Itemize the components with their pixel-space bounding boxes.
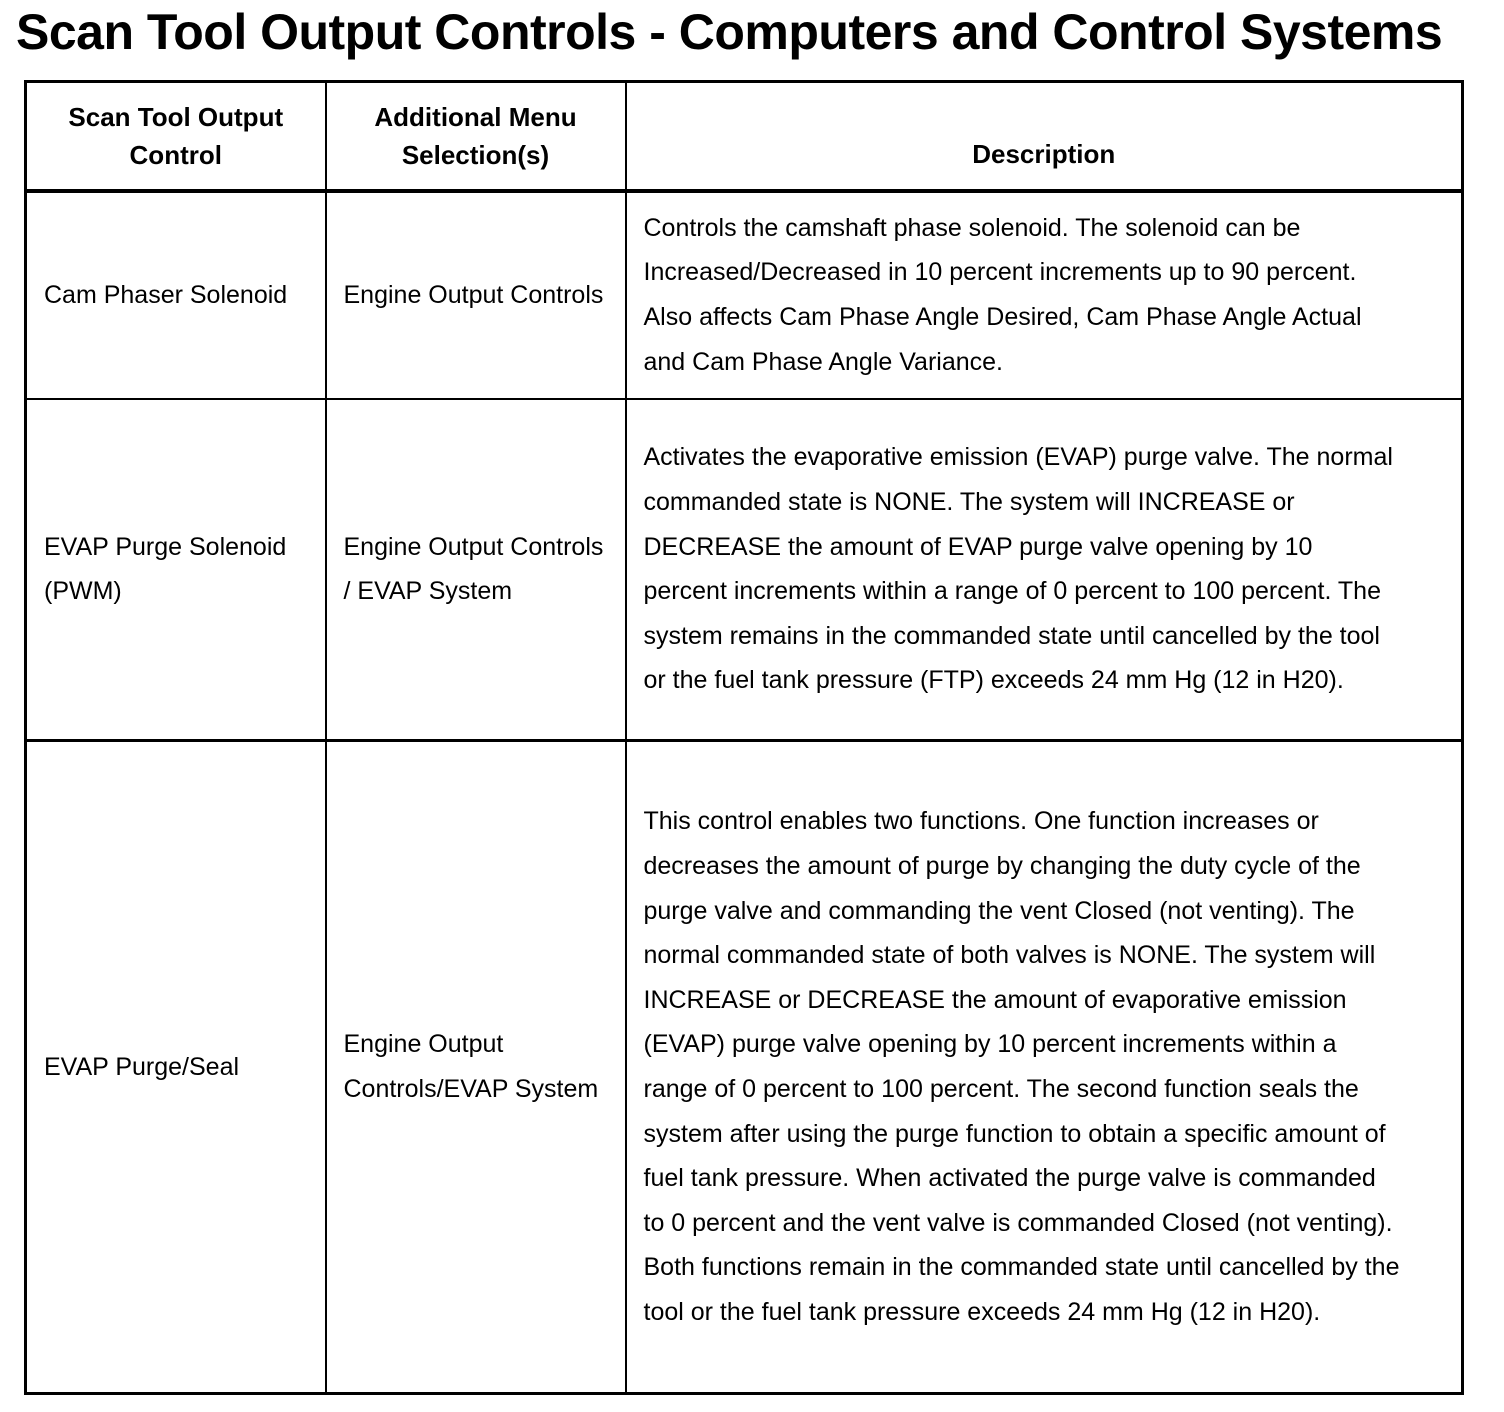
table-header-row bbox=[26, 82, 1463, 191]
cell-menu: Engine Output Controls / EVAP System bbox=[326, 399, 626, 741]
table-row bbox=[26, 741, 1463, 1394]
cell-control: EVAP Purge/Seal bbox=[26, 741, 326, 1394]
table-header bbox=[26, 82, 1463, 191]
cell-description: Activates the evaporative emission (EVAP) purge valve. The normal commanded state is NONE. The system will INCREASE or DECREASE the amount of EVAP purge valve opening by 10 percent increments within a range of 0 percent to 100 percent. The system remains in the commanded state until cancelled by the tool or the fuel tank pressure (FTP) exceeds 24 mm Hg (12 in H20). bbox=[626, 399, 1463, 741]
table-body bbox=[26, 191, 1463, 1394]
table-row bbox=[26, 191, 1463, 399]
header-description: Description bbox=[626, 82, 1463, 191]
cell-description: This control enables two functions. One function increases or decreases the amount of purge by changing the duty cycle of the purge valve and commanding the vent Closed (not venting). The normal commanded state of both valves is NONE. The system will INCREASE or DECREASE the amount of evaporative emission (EVAP) purge valve opening by 10 percent increments within a range of 0 percent to 100 percent. The second function seals the system after using the purge function to obtain a specific amount of fuel tank pressure. When activated the purge valve is commanded to 0 percent and the vent valve is commanded Closed (not venting). Both functions remain in the commanded state until cancelled by the tool or the fuel tank pressure exceeds 24 mm Hg (12 in H20). bbox=[626, 741, 1463, 1394]
cell-control: EVAP Purge Solenoid (PWM) bbox=[26, 399, 326, 741]
header-output-control: Scan Tool Output Control bbox=[26, 82, 326, 191]
cell-menu: Engine Output Controls/EVAP System bbox=[326, 741, 626, 1394]
page-title: Scan Tool Output Controls - Computers and Control Systems bbox=[16, 4, 1443, 60]
cell-control: Cam Phaser Solenoid bbox=[26, 191, 326, 399]
cell-menu: Engine Output Controls bbox=[326, 191, 626, 399]
header-menu-selection: Additional Menu Selection(s) bbox=[326, 82, 626, 191]
table-row bbox=[26, 399, 1463, 741]
output-controls-table bbox=[24, 80, 1464, 1395]
cell-description: Controls the camshaft phase solenoid. The solenoid can be Increased/Decreased in 10 percent increments up to 90 percent. Also affects Cam Phase Angle Desired, Cam Phase Angle Actual and Cam Phase Angle Variance. bbox=[626, 191, 1463, 399]
